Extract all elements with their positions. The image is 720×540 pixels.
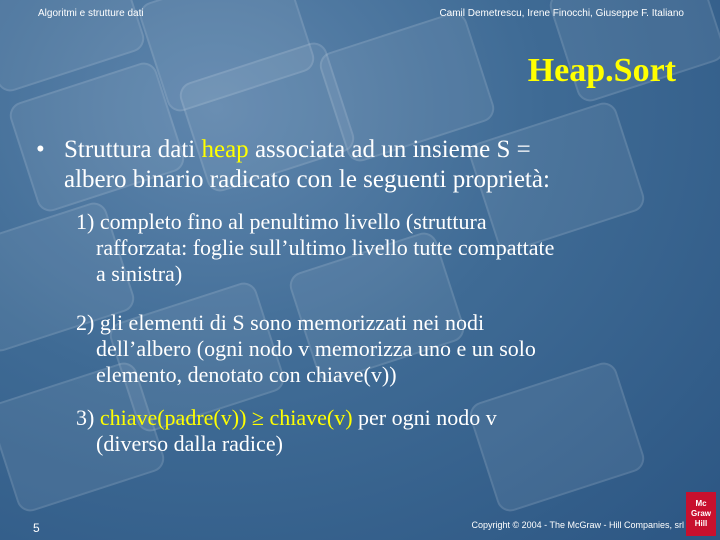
logo-line-1: Mc xyxy=(695,499,707,508)
copyright-text: Copyright © 2004 - The McGraw - Hill Companies, srl xyxy=(471,520,684,530)
property-2 xyxy=(76,310,686,388)
page-number: 5 xyxy=(33,521,40,535)
heap-property-formula: chiave(padre(v)) ≥ chiave(v) xyxy=(99,405,353,430)
property-1-line-3: a sinistra) xyxy=(96,261,183,286)
logo-line-2: Graw xyxy=(690,509,711,518)
slide-title: Heap.Sort xyxy=(527,52,676,89)
property-2-line-2: dell’albero (ogni nodo v memorizza uno e un solo xyxy=(96,336,536,361)
property-2-line-3: elemento, denotato con chiave(v)) xyxy=(96,362,397,387)
heap-keyword: heap xyxy=(201,136,249,163)
header-authors: Camil Demetrescu, Irene Finocchi, Giuseppe F. Italiano xyxy=(439,8,684,19)
main-bullet-line-1 xyxy=(64,135,704,165)
property-1 xyxy=(76,209,686,287)
property-3-line-2: (diverso dalla radice) xyxy=(96,431,283,456)
property-2-line-1: 2) gli elementi di S sono memorizzati nei nodi xyxy=(76,310,485,335)
main-bullet xyxy=(64,135,704,195)
property-1-line-1: 1) completo fino al penultimo livello (struttura xyxy=(76,209,487,234)
main-bullet-line-2: albero binario radicato con le seguenti proprietà: xyxy=(64,166,550,193)
main-bullet-line-1-pre: Struttura dati xyxy=(64,136,202,163)
property-3-line-1 xyxy=(76,405,686,431)
logo-line-3: Hill xyxy=(694,519,708,528)
header-course-title: Algoritmi e strutture dati xyxy=(38,8,144,19)
property-3-prefix: 3) xyxy=(76,405,100,430)
bullet-marker: • xyxy=(36,136,45,163)
property-1-line-2: rafforzata: foglie sull’ultimo livello tutte compattate xyxy=(96,235,555,260)
main-bullet-line-1-post: associata ad un insieme S = xyxy=(248,136,531,163)
property-3 xyxy=(76,405,686,457)
publisher-logo xyxy=(686,492,716,536)
property-3-post: per ogni nodo v xyxy=(352,405,497,430)
